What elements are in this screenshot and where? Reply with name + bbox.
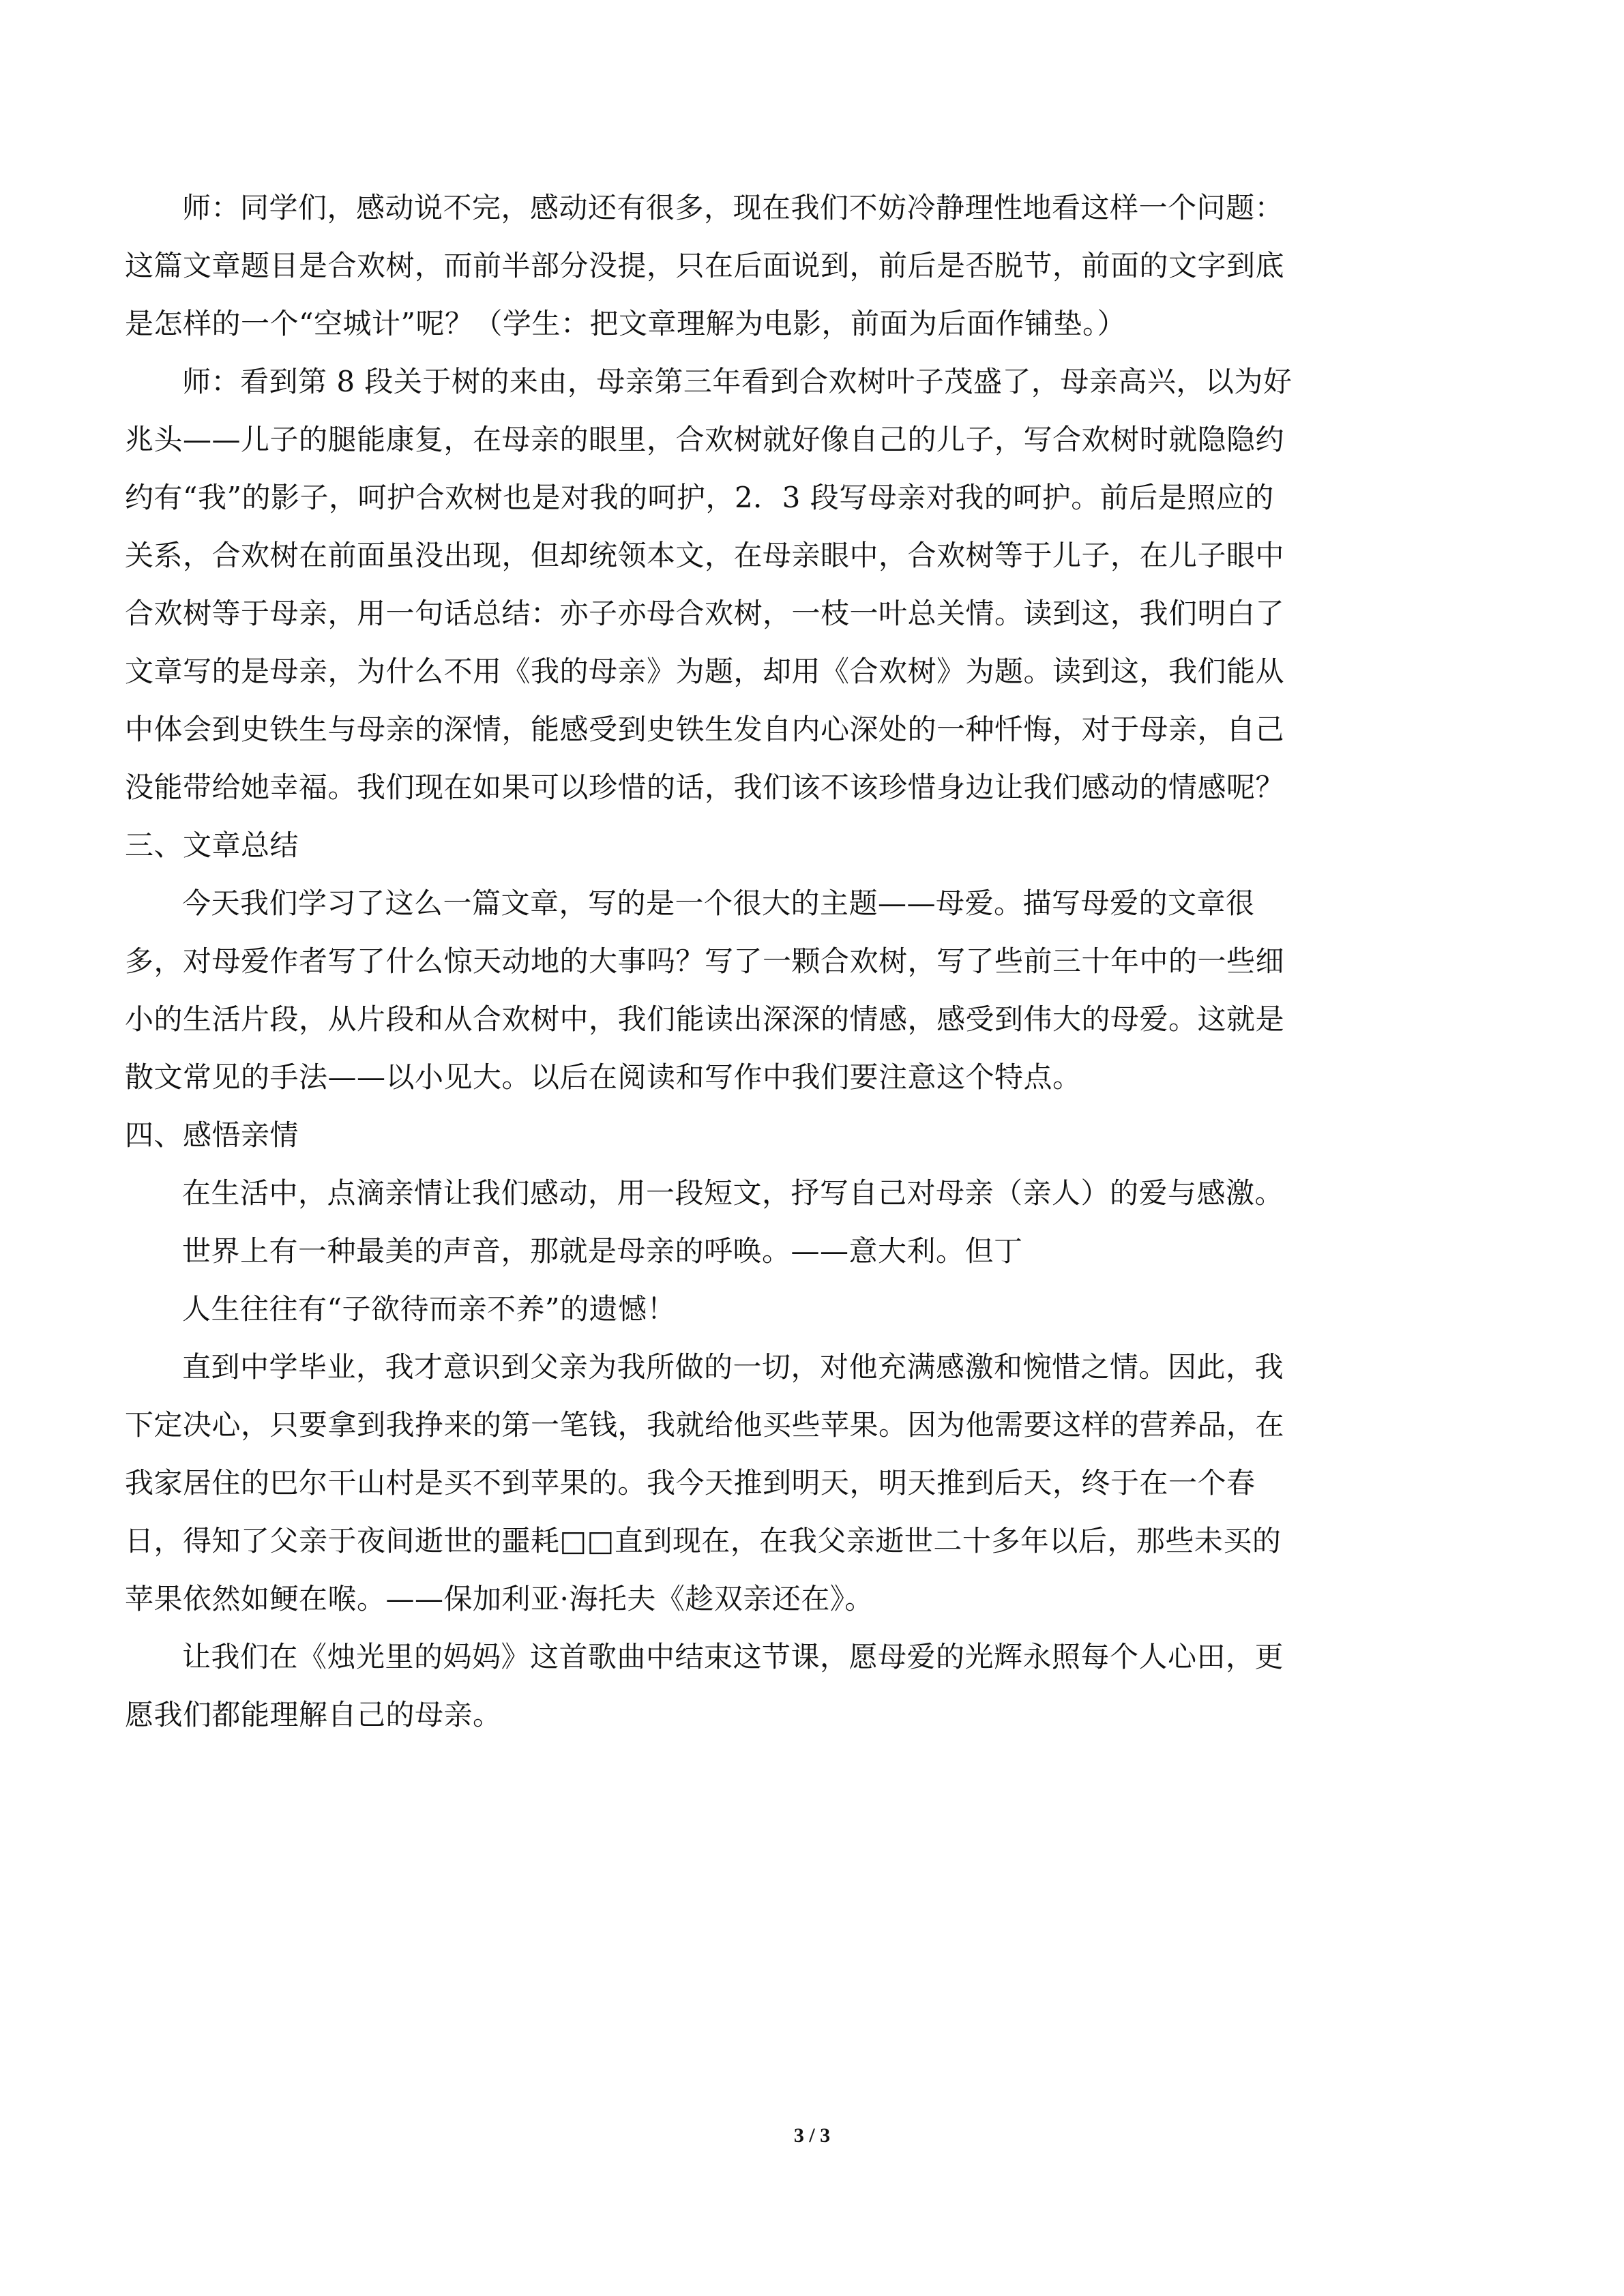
paragraph-line: 中体会到史铁生与母亲的深情，能感受到史铁生发自内心深处的一种忏悔，对于母亲，自己 bbox=[125, 713, 1285, 746]
paragraph-line: 是怎样的一个“空城计”呢？（学生：把文章理解为电影，前面为后面作铺垫。） bbox=[125, 307, 1126, 340]
paragraph-line: 我家居住的巴尔干山村是买不到苹果的。我今天推到明天，明天推到后天，终于在一个春 bbox=[125, 1466, 1256, 1500]
paragraph-line: 日，得知了父亲于夜间逝世的噩耗□□直到现在，在我父亲逝世二十多年以后，那些未买的 bbox=[125, 1524, 1282, 1557]
paragraph-line: 愿我们都能理解自己的母亲。 bbox=[125, 1698, 502, 1731]
paragraph-line: 这篇文章题目是合欢树，而前半部分没提，只在后面说到，前后是否脱节，前面的文字到底 bbox=[125, 249, 1285, 282]
paragraph-line: 关系，合欢树在前面虽没出现，但却统领本文，在母亲眼中，合欢树等于儿子，在儿子眼中 bbox=[125, 539, 1285, 572]
paragraph-line: 师：看到第 8 段关于树的来由，母亲第三年看到合欢树叶子茂盛了，母亲高兴，以为好 bbox=[182, 365, 1293, 398]
section-heading: 三、文章总结 bbox=[125, 829, 299, 862]
paragraph-line: 没能带给她幸福。我们现在如果可以珍惜的话，我们该不该珍惜身边让我们感动的情感呢？ bbox=[125, 771, 1285, 804]
quote-line: 世界上有一种最美的声音，那就是母亲的呼唤。——意大利。但丁 bbox=[182, 1234, 1023, 1268]
document-body bbox=[125, 179, 1472, 1744]
paragraph-line: 合欢树等于母亲，用一句话总结：亦子亦母合欢树，一枝一叶总关情。读到这，我们明白了 bbox=[125, 597, 1285, 630]
paragraph-line: 散文常见的手法——以小见大。以后在阅读和写作中我们要注意这个特点。 bbox=[125, 1060, 1082, 1094]
section-heading: 四、感悟亲情 bbox=[125, 1118, 299, 1152]
paragraph-line: 文章写的是母亲，为什么不用《我的母亲》为题，却用《合欢树》为题。读到这，我们能从 bbox=[125, 655, 1285, 688]
paragraph-line: 约有“我”的影子，呵护合欢树也是对我的呵护，2．3 段写母亲对我的呵护。前后是照应的 bbox=[125, 481, 1274, 514]
paragraph-line: 师：同学们，感动说不完，感动还有很多，现在我们不妨冷静理性地看这样一个问题： bbox=[182, 191, 1284, 224]
paragraph-line: 直到中学毕业，我才意识到父亲为我所做的一切，对他充满感激和惋惜之情。因此，我 bbox=[182, 1350, 1284, 1384]
paragraph-line: 下定决心，只要拿到我挣来的第一笔钱，我就给他买些苹果。因为他需要这样的营养品，在 bbox=[125, 1408, 1285, 1442]
paragraph-line: 在生活中，点滴亲情让我们感动，用一段短文，抒写自己对母亲（亲人）的爱与感激。 bbox=[182, 1176, 1284, 1210]
paragraph-line: 小的生活片段，从片段和从合欢树中，我们能读出深深的情感，感受到伟大的母爱。这就是 bbox=[125, 1002, 1285, 1036]
paragraph-line: 让我们在《烛光里的妈妈》这首歌曲中结束这节课，愿母爱的光辉永照每个人心田，更 bbox=[182, 1640, 1284, 1673]
quote-line: 人生往往有“子欲待而亲不养”的遗憾！ bbox=[182, 1292, 676, 1326]
page-number: 3 / 3 bbox=[793, 2124, 831, 2147]
paragraph-line: 兆头——儿子的腿能康复，在母亲的眼里，合欢树就好像自己的儿子，写合欢树时就隐隐约 bbox=[125, 423, 1285, 456]
paragraph-line: 苹果依然如鲠在喉。——保加利亚·海托夫《趁双亲还在》。 bbox=[125, 1582, 874, 1615]
paragraph-line: 今天我们学习了这么一篇文章，写的是一个很大的主题——母爱。描写母爱的文章很 bbox=[182, 886, 1255, 920]
paragraph-line: 多，对母爱作者写了什么惊天动地的大事吗？写了一颗合欢树，写了些前三十年中的一些细 bbox=[125, 944, 1285, 978]
